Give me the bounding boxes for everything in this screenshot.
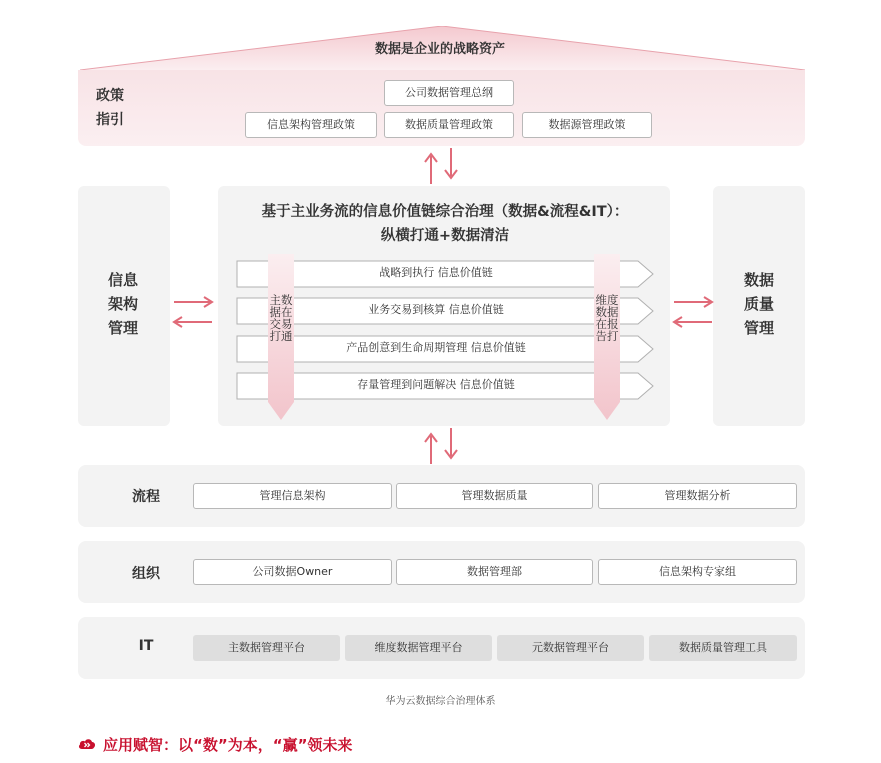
policy-box-quality: 数据质量管理政策 <box>384 112 514 138</box>
policy-label-line2: 指引 <box>96 112 124 128</box>
red-cloud-chevron-icon <box>78 735 96 753</box>
center-process-double-arrow-icon <box>420 426 460 466</box>
chain-label-product: 产品创意到生命周期管理 信息价值链 <box>346 341 526 354</box>
info-arch-label <box>98 268 148 340</box>
org-box-owner: 公司数据Owner <box>193 559 392 585</box>
data-quality-label-line1: 数据 <box>743 271 774 289</box>
process-box-analysis: 管理数据分析 <box>598 483 797 509</box>
it-box-master: 主数据管理平台 <box>193 635 340 661</box>
org-label: 组织 <box>132 566 160 582</box>
center-title-line2: 纵横打通+数据清洁 <box>380 228 510 244</box>
process-box-info-arch: 管理信息架构 <box>193 483 392 509</box>
info-arch-label-line2: 架构 <box>107 295 138 313</box>
process-box-quality: 管理数据质量 <box>396 483 593 509</box>
chain-arrow-strategy <box>236 260 656 288</box>
chain-label-stock: 存量管理到问题解决 信息价值链 <box>357 378 515 391</box>
it-box-dimension: 维度数据管理平台 <box>345 635 492 661</box>
footer-title: 应用赋智：以“数”为本，“赢”领未来 <box>103 736 353 754</box>
info-arch-label-line3: 管理 <box>107 319 138 337</box>
chain-arrow-transaction <box>236 297 656 325</box>
org-box-dept: 数据管理部 <box>396 559 593 585</box>
policy-top-box: 公司数据管理总纲 <box>384 80 514 106</box>
org-box-expert: 信息架构专家组 <box>598 559 797 585</box>
dimension-data-vertical-text: 维度数据在报告打 <box>595 293 619 343</box>
policy-label <box>96 84 136 132</box>
it-label: IT <box>138 638 154 654</box>
process-label: 流程 <box>132 489 160 505</box>
left-double-arrow-icon <box>170 294 216 330</box>
data-quality-label-line3: 管理 <box>743 319 774 337</box>
policy-center-double-arrow-icon <box>420 146 460 186</box>
center-title-line1: 基于主业务流的信息价值链综合治理（数据&流程&IT）： <box>261 204 629 220</box>
policy-box-source: 数据源管理政策 <box>522 112 652 138</box>
chain-arrow-product <box>236 335 656 363</box>
roof-title: 数据是企业的战略资产 <box>374 42 505 57</box>
data-quality-label <box>734 268 784 340</box>
center-title <box>230 200 660 248</box>
policy-label-line1: 政策 <box>96 88 124 104</box>
it-box-meta: 元数据管理平台 <box>497 635 644 661</box>
master-data-vertical-text: 主数据在交易打通 <box>269 293 293 343</box>
figure-caption: 华为云数据综合治理体系 <box>385 696 496 707</box>
right-double-arrow-icon <box>670 294 716 330</box>
chain-label-strategy: 战略到执行 信息价值链 <box>379 266 493 279</box>
policy-box-info-arch: 信息架构管理政策 <box>245 112 377 138</box>
chain-arrow-stock <box>236 372 656 400</box>
info-arch-label-line1: 信息 <box>107 271 138 289</box>
data-quality-label-line2: 质量 <box>743 295 774 313</box>
it-box-quality-tool: 数据质量管理工具 <box>649 635 797 661</box>
chain-label-transaction: 业务交易到核算 信息价值链 <box>368 303 504 316</box>
